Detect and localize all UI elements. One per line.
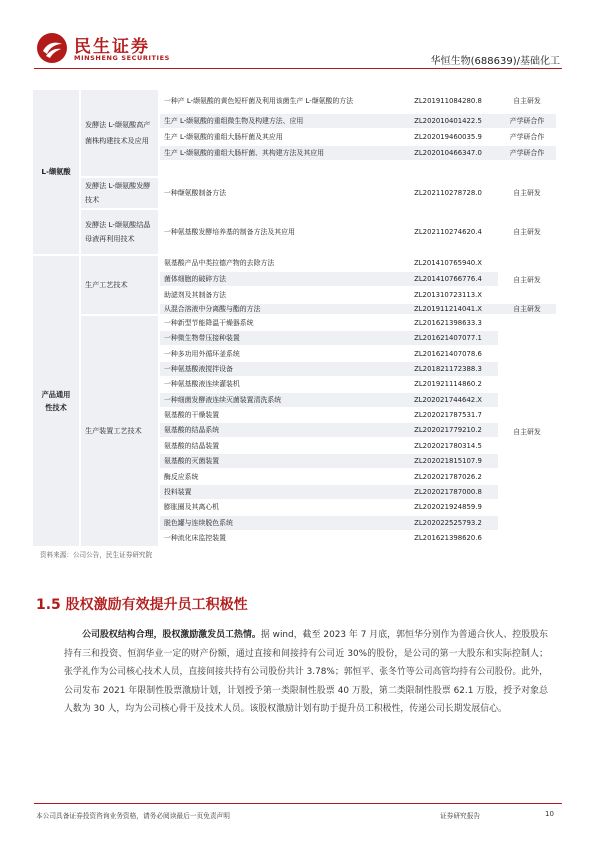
patent-name: 一种缬氨酸制备方法 [160,178,398,208]
patent-number: ZL201621398633.3 [398,316,498,330]
subcategory-label: 发酵法 L-缬氨酸结晶母液再利用技术 [85,220,151,243]
patent-table-grid [33,90,556,546]
patent-source: 自主研发 [513,428,541,436]
patent-number: ZL202021744642.X [398,393,498,407]
subcategory-cell [81,256,158,314]
patent-source: 自主研发 [498,210,556,254]
patent-source: 自主研发 [498,304,556,314]
category-cell [33,90,79,254]
patent-number: ZL202021815107.9 [398,454,498,468]
subcategory-label: 发酵法 L-缬氨酸高产菌株构建技术及应用 [85,120,151,145]
patent-number: ZL201921114860.2 [398,377,498,391]
subcategory-label: 生产工艺技术 [85,280,128,289]
patent-number: ZL202021787026.2 [398,470,498,484]
patent-number: ZL202022525793.2 [398,516,498,530]
category-general-line2: 性技术 [45,403,67,412]
patent-source: 产学研合作 [498,114,556,128]
patent-name: 助滤剂及其制备方法 [160,288,398,302]
patent-name: 氨基酸产品中类拉德产物的去除方法 [160,256,398,270]
patent-name: 脱色罐与连续脱色系统 [160,516,398,530]
patent-number: ZL201310723113.X [398,288,498,302]
patent-number: ZL202021924859.9 [398,500,498,514]
category-cell [33,256,79,546]
subcategory-cell [81,178,158,208]
patent-name: 氨基酸的灭菌装置 [160,454,398,468]
patent-source: 自主研发 [498,178,556,208]
patent-name: 生产 L-缬氨酸的重组微生物及构建方法、应用 [160,114,398,128]
patent-name: 一种产 L-缬氨酸的黄色短杆菌及利用该菌生产 L-缬氨酸的方法 [160,90,398,112]
patent-name: 膨胀圈及其离心机 [160,500,398,514]
patent-name: 从混合溶液中分离酸与酯的方法 [160,304,398,314]
footer-report-type: 证券研究报告 [440,812,481,820]
subcategory-cell [81,210,158,254]
patent-source: 自主研发 [498,90,556,112]
patent-number: ZL201621398620.6 [398,531,498,545]
patent-number: ZL202021787000.8 [398,485,498,499]
brand-name-en: MINSHENG SECURITIES [74,54,170,62]
subcategory-cell [81,316,158,546]
patent-name: 氨基酸的结晶装置 [160,439,398,453]
patent-number: ZL202021787531.7 [398,408,498,422]
patent-name: 菌体细胞的破碎方法 [160,272,398,286]
footer-divider [34,803,562,804]
patent-number: ZL202019460035.9 [398,130,498,144]
header-divider [34,68,562,69]
patent-number: ZL202021779210.2 [398,423,498,437]
source-note: 资料来源：公司公告，民生证券研究院 [40,551,153,559]
page-header [0,0,596,70]
category-valine: L-缬氨酸 [41,167,71,176]
patent-name: 生产 L-缬氨酸的重组大肠杆菌、其构建方法及其应用 [160,146,398,160]
patent-number: ZL202110274620.4 [398,210,498,254]
patent-number: ZL201911084280.8 [398,90,498,112]
paragraph-body: 据 wind，截至 2023 年 7 月底，郭恒华分别作为普通合伙人、控股股东持有三和投资、恒润华业一定的财产份额，通过直接和间接持有公司近 30%的股份，是公司的第一大股东和实际控制人；张学礼作为公司核心技术人员，直接间接共持有公司股份共计 3.78%；郭恒平、张冬竹等公司高管均持有公司股份。此外，公司发布 2021 年限制性股票激励计划，计划授予第一类限制性股票 40 万股，第二类限制性股票 62.1 万股，授予对象总人数为 30 人，均为公司核心骨干及技术人员。该股权激励计划有助于提升员工积极性，传递公司长期发展信心。 [64,630,548,715]
patent-name: 一种多功用外循环釜系统 [160,347,398,361]
section-title: 1.5 股权激励有效提升员工积极性 [36,597,248,613]
patent-source: 产学研合作 [498,146,556,160]
footer-disclaimer: 本公司具备证券投资咨询业务资格，请务必阅读最后一页免责声明 [36,812,230,820]
paragraph-lead: 公司股权结构合理，股权激励激发员工热情。 [82,630,261,640]
subcategory-label: 生产装置工艺技术 [85,426,142,435]
patent-name: 投料装置 [160,485,398,499]
patent-name: 一种细菌发酵液连续灭菌装置清洗系统 [160,393,398,407]
patent-source: 自主研发 [513,276,541,284]
patent-number: ZL202010401422.5 [398,114,498,128]
subcategory-label: 发酵法 L-缬氨酸发酵技术 [85,181,151,204]
patent-source: 产学研合作 [498,130,556,144]
patent-name: 生产 L-缬氨酸的重组大肠杆菌及其应用 [160,130,398,144]
patent-name: 一种氨基酸液连续灌装机 [160,377,398,391]
patent-number: ZL201821172388.3 [398,362,498,376]
section-paragraph [64,626,548,719]
patent-number: ZL201621407078.6 [398,347,498,361]
patent-name: 氨基酸的干燥装置 [160,408,398,422]
patent-name: 酶反应系统 [160,470,398,484]
patent-number: ZL202021780314.5 [398,439,498,453]
patent-name: 一种氨基酸发酵培养基的制备方法及其应用 [160,210,398,254]
page-number: 10 [545,810,554,818]
category-general-line1: 产品通用 [41,390,71,399]
minsheng-logo-icon [36,32,68,64]
patent-number: ZL201410765940.X [398,256,498,270]
patent-name: 一种流化床监控装置 [160,531,398,545]
patent-name: 一种微生物带压接种装置 [160,331,398,345]
patent-number: ZL202110278728.0 [398,178,498,208]
patent-number: ZL201911214041.X [398,304,498,314]
brand-name: 民生证券 [74,37,150,57]
patent-name: 一种氨基酸液搅拌设备 [160,362,398,376]
patent-number: ZL201410766776.4 [398,272,498,286]
patent-name: 一种新型节能降温干燥器系统 [160,316,398,330]
patent-name: 氨基酸的结晶系统 [160,423,398,437]
patent-number: ZL202010466347.0 [398,146,498,160]
patent-number: ZL201621407077.1 [398,331,498,345]
company-ticker: 华恒生物(688639)/基础化工 [430,56,560,67]
subcategory-cell [81,90,158,176]
